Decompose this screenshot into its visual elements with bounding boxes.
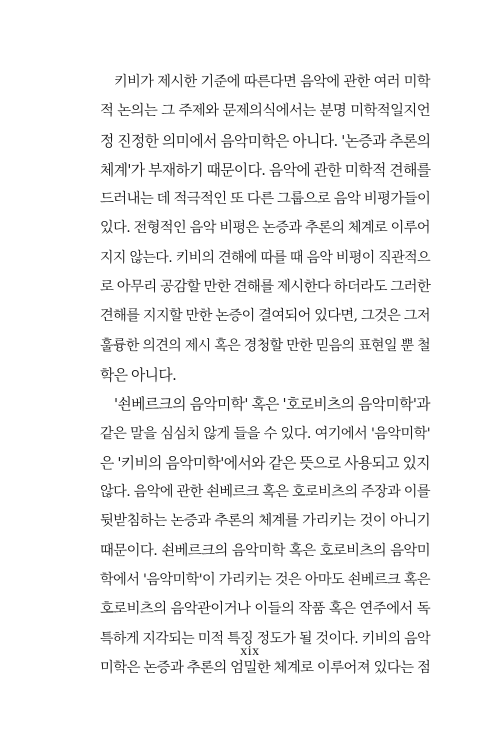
text-line: 뒷받침하는 논증과 추론의 체계를 가리키는 것이 아니기 [100, 513, 430, 530]
text-line: 않다. 음악에 관한 쇤베르크 혹은 호로비츠의 주장과 이를 [100, 484, 430, 501]
text-line: 적 논의는 그 주제와 문제의식에서는 분명 미학적일지언 [100, 103, 430, 120]
text-line: 같은 말을 심심치 않게 들을 수 있다. 여기에서 '음악미학' [100, 425, 430, 442]
text-line: 미학은 논증과 추론의 엄밀한 체계로 이루어져 있다는 점 [100, 659, 431, 676]
text-line: 학에서 '음악미학'이 가리키는 것은 아마도 쇤베르크 혹은 [100, 572, 430, 589]
text-line: 드러내는 데 적극적인 또 다른 그룹으로 음악 비평가들이 [100, 191, 431, 208]
text-line: 있다. 전형적인 음악 비평은 논증과 추론의 체계로 이루어 [100, 220, 430, 237]
text-line: 은 '키비의 음악미학'에서와 같은 뜻으로 사용되고 있지 [100, 454, 430, 472]
text-line: 지지 않는다. 키비의 견해에 따를 때 음악 비평이 직관적으 [100, 249, 430, 266]
text-line: 로 아무리 공감할 만한 견해를 제시한다 하더라도 그러한 [100, 279, 431, 296]
page-number: xix [240, 644, 260, 659]
text-line: '쇤베르크의 음악미학' 혹은 '호로비츠의 음악미학'과 [114, 396, 430, 414]
paragraph [100, 68, 430, 390]
text-line: 체계'가 부재하기 때문이다. 음악에 관한 미학적 견해를 [100, 161, 431, 179]
text-line: 학은 아니다. [100, 366, 177, 384]
paragraph [100, 390, 430, 683]
text-line: 정 진정한 의미에서 음악미학은 아니다. '논증과 추론의 [100, 132, 431, 150]
text-line: 때문이다. 쇤베르크의 음악미학 혹은 호로비츠의 음악미 [100, 542, 430, 559]
text-line: 견해를 지지할 만한 논증이 결여되어 있다면, 그것은 그저 [100, 308, 430, 325]
text-line: 훌륭한 의견의 제시 혹은 경청할 만한 믿음의 표현일 뿐 철 [100, 337, 430, 354]
body-text [100, 68, 430, 683]
text-line: 특하게 지각되는 미적 특징 정도가 될 것이다. 키비의 음악 [100, 630, 430, 647]
text-line: 키비가 제시한 기준에 따른다면 음악에 관한 여러 미학 [114, 74, 430, 90]
text-line: 호로비츠의 음악관이거나 이들의 작품 혹은 연주에서 독 [100, 601, 430, 618]
